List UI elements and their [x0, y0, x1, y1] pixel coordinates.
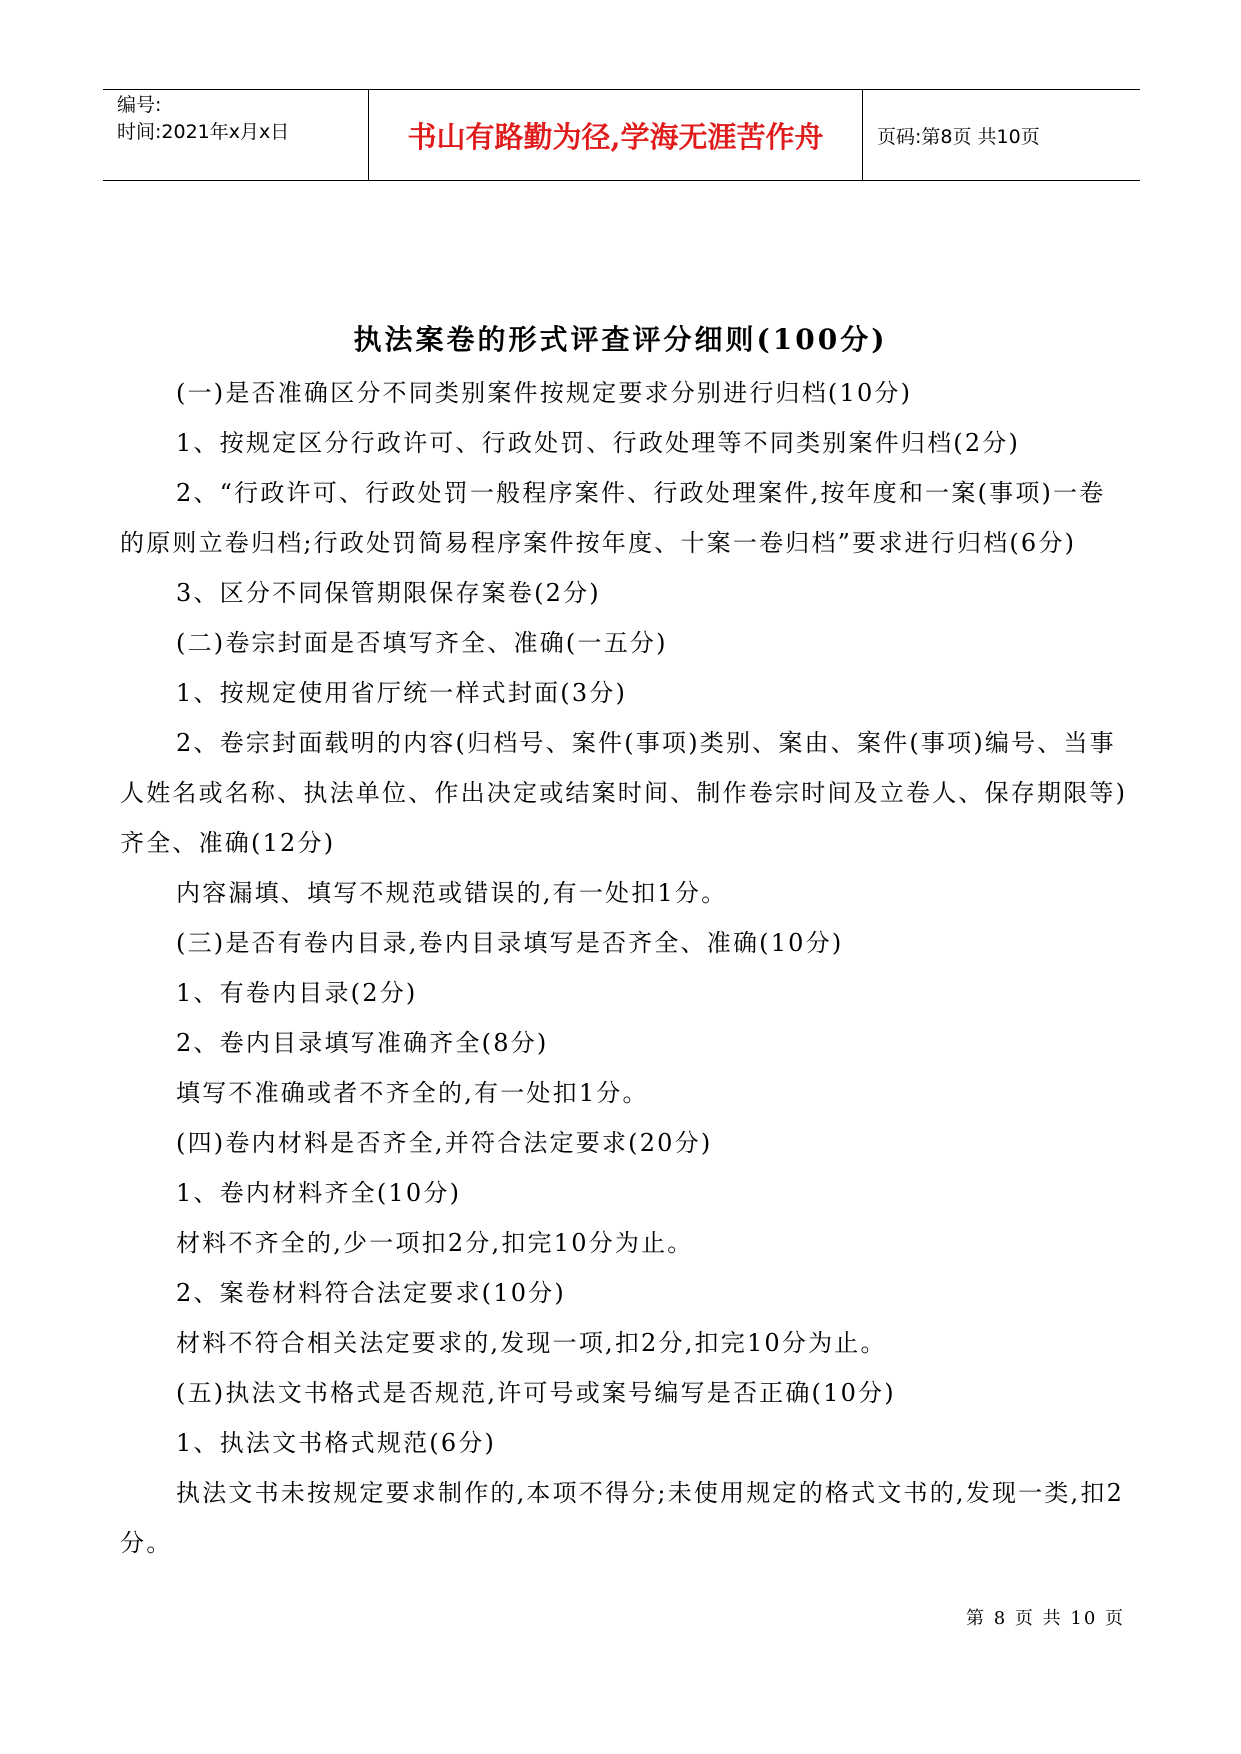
- section-1-heading: (一)是否准确区分不同类别案件按规定要求分别进行归档(10分): [176, 379, 913, 407]
- section-3-item-2: 2、卷内目录填写准确齐全(8分): [176, 1029, 549, 1057]
- section-3-note: 填写不准确或者不齐全的,有一处扣1分。: [176, 1079, 649, 1107]
- section-2-item-2: 2、卷宗封面载明的内容(归档号、案件(事项)类别、案由、案件(事项)编号、当事人姓名或名称、执法单位、作出决定或结案时间、制作卷宗时间及立卷人、保存期限等)齐全、准确(12分): [120, 729, 1128, 857]
- document-header: [103, 89, 1140, 181]
- header-meta: [103, 90, 369, 180]
- header-number-label: 编号:: [117, 94, 162, 116]
- section-2-heading: (二)卷宗封面是否填写齐全、准确(一五分): [176, 629, 668, 657]
- header-motto-cell: [369, 90, 863, 180]
- section-4-note-1: 材料不齐全的,少一项扣2分,扣完10分为止。: [176, 1229, 694, 1257]
- document-body: [120, 368, 1130, 1568]
- section-1-item-3: 3、区分不同保管期限保存案卷(2分): [176, 579, 601, 607]
- header-time-label: 时间:2021年x月x日: [117, 121, 290, 143]
- header-page-cell: [863, 90, 1140, 180]
- section-3-item-1: 1、有卷内目录(2分): [176, 979, 418, 1007]
- header-page-info: 页码:第8页 共10页: [877, 125, 1040, 148]
- footer-page-number: 第 8 页 共 10 页: [966, 1608, 1125, 1629]
- header-motto: 书山有路勤为径,学海无涯苦作舟: [407, 119, 824, 154]
- section-5-item-1: 1、执法文书格式规范(6分): [176, 1429, 497, 1457]
- section-4-note-2: 材料不符合相关法定要求的,发现一项,扣2分,扣完10分为止。: [176, 1329, 887, 1357]
- section-5-note: 执法文书未按规定要求制作的,本项不得分;未使用规定的格式文书的,发现一类,扣2分。: [120, 1479, 1125, 1557]
- section-5-heading: (五)执法文书格式是否规范,许可号或案号编写是否正确(10分): [176, 1379, 896, 1407]
- section-2-item-1: 1、按规定使用省厅统一样式封面(3分): [176, 679, 628, 707]
- section-4-heading: (四)卷内材料是否齐全,并符合法定要求(20分): [176, 1129, 713, 1157]
- section-1-item-2: 2、“行政许可、行政处罚一般程序案件、行政处理案件,按年度和一案(事项)一卷的原则立卷归档;行政处罚简易程序案件按年度、十案一卷归档”要求进行归档(6分): [120, 479, 1106, 557]
- section-1-item-1: 1、按规定区分行政许可、行政处罚、行政处理等不同类别案件归档(2分): [176, 429, 1021, 457]
- section-4-item-2: 2、案卷材料符合法定要求(10分): [176, 1279, 566, 1307]
- document-title: 执法案卷的形式评查评分细则(100分): [353, 323, 888, 356]
- section-3-heading: (三)是否有卷内目录,卷内目录填写是否齐全、准确(10分): [176, 929, 844, 957]
- section-4-item-1: 1、卷内材料齐全(10分): [176, 1179, 462, 1207]
- section-2-note: 内容漏填、填写不规范或错误的,有一处扣1分。: [176, 879, 728, 907]
